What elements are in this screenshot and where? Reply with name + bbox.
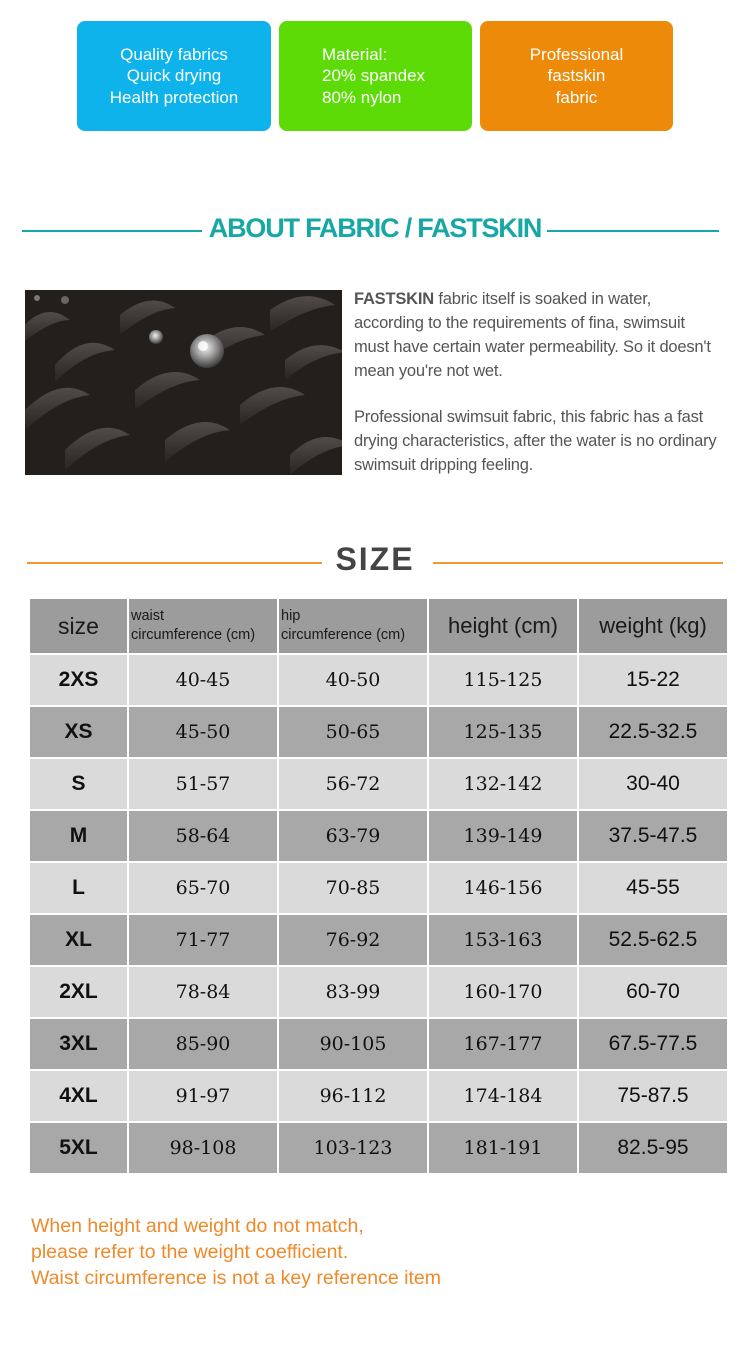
header-height: height (cm) [428,598,578,654]
cell-weight: 75-87.5 [578,1070,728,1122]
cell-size: S [29,758,128,810]
header-waist-line2: circumference (cm) [131,627,256,643]
table-row [29,1070,728,1122]
cell-hip: 76-92 [278,914,428,966]
feature-line: fabric [555,87,598,107]
cell-waist: 78-84 [128,966,278,1018]
header-waist-line1: waist [131,608,165,624]
header-hip-line2: circumference (cm) [281,627,406,643]
cell-weight: 30-40 [578,758,728,810]
size-note-line: When height and weight do not match, [31,1215,364,1237]
cell-weight: 22.5-32.5 [578,706,728,758]
cell-waist: 58-64 [128,810,278,862]
cell-weight: 60-70 [578,966,728,1018]
feature-line: fastskin [547,66,606,86]
header-waist [128,598,278,654]
table-row [29,1018,728,1070]
table-row [29,1122,728,1174]
cell-hip: 70-85 [278,862,428,914]
feature-line: Professional [529,44,624,64]
cell-hip: 56-72 [278,758,428,810]
cell-waist: 98-108 [128,1122,278,1174]
size-chart-table [28,597,729,1175]
fabric-description-2: Professional swimsuit fabric, this fabric has a fast drying characteristics, after the water is no ordinary swimsuit dripping feeling. [354,408,717,474]
header-hip [278,598,428,654]
cell-height: 160-170 [428,966,578,1018]
cell-hip: 83-99 [278,966,428,1018]
feature-line: 20% spandex [322,66,426,86]
size-note-line: please refer to the weight coefficient. [31,1241,349,1263]
cell-size: 4XL [29,1070,128,1122]
cell-height: 125-135 [428,706,578,758]
cell-height: 132-142 [428,758,578,810]
table-header-row [29,598,728,654]
cell-height: 153-163 [428,914,578,966]
feature-line: Health protection [109,87,239,107]
cell-weight: 67.5-77.5 [578,1018,728,1070]
cell-hip: 103-123 [278,1122,428,1174]
table-row [29,810,728,862]
cell-size: 2XL [29,966,128,1018]
feature-box-quality [77,21,271,131]
cell-weight: 52.5-62.5 [578,914,728,966]
section-title-size: SIZE [335,541,415,577]
cell-waist: 65-70 [128,862,278,914]
size-note-line: Waist circumference is not a key reference item [31,1267,442,1289]
cell-height: 167-177 [428,1018,578,1070]
table-row [29,862,728,914]
cell-weight: 15-22 [578,654,728,706]
cell-waist: 40-45 [128,654,278,706]
cell-waist: 71-77 [128,914,278,966]
cell-waist: 45-50 [128,706,278,758]
section-title-fabric: ABOUT FABRIC / FASTSKIN [208,213,542,243]
cell-size: M [29,810,128,862]
cell-weight: 45-55 [578,862,728,914]
cell-waist: 85-90 [128,1018,278,1070]
table-row [29,966,728,1018]
header-hip-line1: hip [281,608,301,624]
cell-height: 146-156 [428,862,578,914]
feature-box-material [279,21,472,131]
cell-hip: 90-105 [278,1018,428,1070]
cell-hip: 63-79 [278,810,428,862]
cell-size: XL [29,914,128,966]
header-weight: weight (kg) [578,598,728,654]
cell-hip: 40-50 [278,654,428,706]
divider-line [433,562,723,564]
fabric-description-1 [354,287,722,383]
cell-height: 115-125 [428,654,578,706]
divider-line [547,230,719,232]
fabric-description-text: fabric itself is soaked in water, according to the requirements of fina, swimsuit must have certain water permeability. So it doesn't mean you're not wet. [354,290,711,380]
cell-hip: 96-112 [278,1070,428,1122]
feature-line: Quick drying [126,66,222,86]
cell-size: 5XL [29,1122,128,1174]
cell-hip: 50-65 [278,706,428,758]
fabric-water-droplet-image [25,290,342,475]
cell-waist: 51-57 [128,758,278,810]
feature-line: Material: [322,44,388,64]
table-row [29,914,728,966]
cell-size: XS [29,706,128,758]
table-row [29,654,728,706]
cell-height: 181-191 [428,1122,578,1174]
header-size: size [29,598,128,654]
cell-waist: 91-97 [128,1070,278,1122]
cell-height: 139-149 [428,810,578,862]
cell-height: 174-184 [428,1070,578,1122]
feature-line: Quality fabrics [120,44,228,64]
feature-box-professional [480,21,673,131]
cell-weight: 37.5-47.5 [578,810,728,862]
table-row [29,706,728,758]
cell-size: 2XS [29,654,128,706]
feature-line: 80% nylon [322,87,402,107]
cell-size: 3XL [29,1018,128,1070]
cell-size: L [29,862,128,914]
table-row [29,758,728,810]
cell-weight: 82.5-95 [578,1122,728,1174]
fastskin-label: FASTSKIN [354,290,434,308]
